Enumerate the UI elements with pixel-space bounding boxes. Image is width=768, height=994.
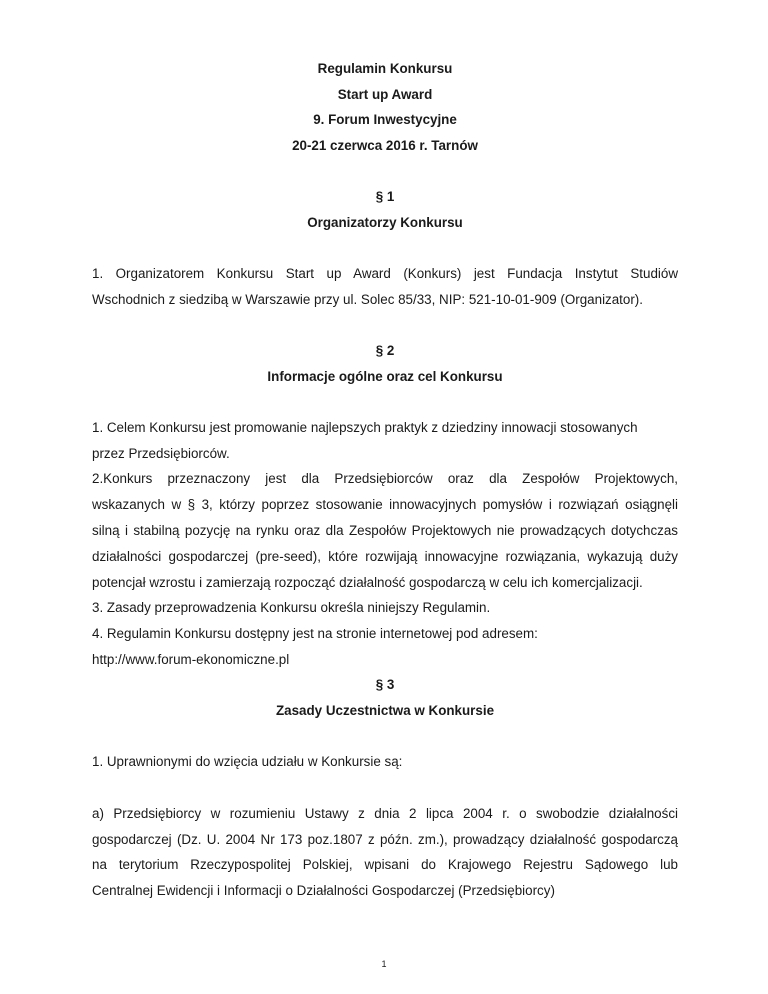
section-1-title: Organizatorzy Konkursu xyxy=(307,215,463,230)
section-2-line: potencjał wzrostu i zamierzają rozpocząć działalność gospodarczą w celu ich komercjalizacji. xyxy=(92,575,643,590)
section-2-title: Informacje ogólne oraz cel Konkursu xyxy=(267,369,503,384)
contest-name: Start up Award xyxy=(337,87,433,102)
section-1-line: Wschodnich z siedzibą w Warszawie przy ul. Solec 85/33, NIP: 521-10-01-909 (Organizator). xyxy=(92,292,643,307)
section-3-line: na terytorium Rzeczypospolitej Polskiej, wpisani do Krajowego Rejestru Sądowego lub xyxy=(92,857,678,872)
section-2-line: wskazanych w § 3, którzy poprzez stosowanie innowacyjnych pomysłów i rozwiązań osiągnęli xyxy=(92,497,678,512)
section-2-line: 1. Celem Konkursu jest promowanie najlepszych praktyk z dziedziny innowacji stosowanych xyxy=(92,420,638,435)
section-3-number: § 3 xyxy=(375,677,395,692)
section-2-line: 2.Konkurs przeznaczony jest dla Przedsiębiorców oraz dla Zespołów Projektowych, xyxy=(92,471,678,486)
section-1-line: 1. Organizatorem Konkursu Start up Award (Konkurs) jest Fundacja Instytut Studiów xyxy=(92,266,678,281)
section-2-line: działalności gospodarczej (pre-seed), które rozwijają innowacyjne rozwiązania, wykazują duży xyxy=(92,549,678,564)
event-date-place: 20-21 czerwca 2016 r. Tarnów xyxy=(292,138,478,153)
section-2-url: http://www.forum-ekonomiczne.pl xyxy=(92,652,290,667)
section-3-line: a) Przedsiębiorcy w rozumieniu Ustawy z dnia 2 lipca 2004 r. o swobodzie działalności xyxy=(92,806,678,821)
section-2-line: przez Przedsiębiorców. xyxy=(92,446,230,461)
document-title: Regulamin Konkursu xyxy=(317,61,453,76)
section-3-line: 1. Uprawnionymi do wzięcia udziału w Konkursie są: xyxy=(92,754,403,769)
section-2-line: silną i stabilną pozycję na rynku oraz dla Zespołów Projektowych nie prowadzących dotychczas xyxy=(92,523,678,538)
section-1-number: § 1 xyxy=(375,189,395,204)
section-3-line: gospodarczej (Dz. U. 2004 Nr 173 poz.1807 z późn. zm.), prowadzący działalność gospodarczą xyxy=(92,832,678,847)
section-2-line: 4. Regulamin Konkursu dostępny jest na stronie internetowej pod adresem: xyxy=(92,626,538,641)
section-3-title: Zasady Uczestnictwa w Konkursie xyxy=(275,703,495,718)
page-number: 1 xyxy=(381,959,387,969)
section-2-line: 3. Zasady przeprowadzenia Konkursu określa niniejszy Regulamin. xyxy=(92,600,491,615)
event-name: 9. Forum Inwestycyjne xyxy=(313,112,457,127)
section-3-line: Centralnej Ewidencji i Informacji o Działalności Gospodarczej (Przedsiębiorcy) xyxy=(92,883,555,898)
section-2-number: § 2 xyxy=(375,343,395,358)
